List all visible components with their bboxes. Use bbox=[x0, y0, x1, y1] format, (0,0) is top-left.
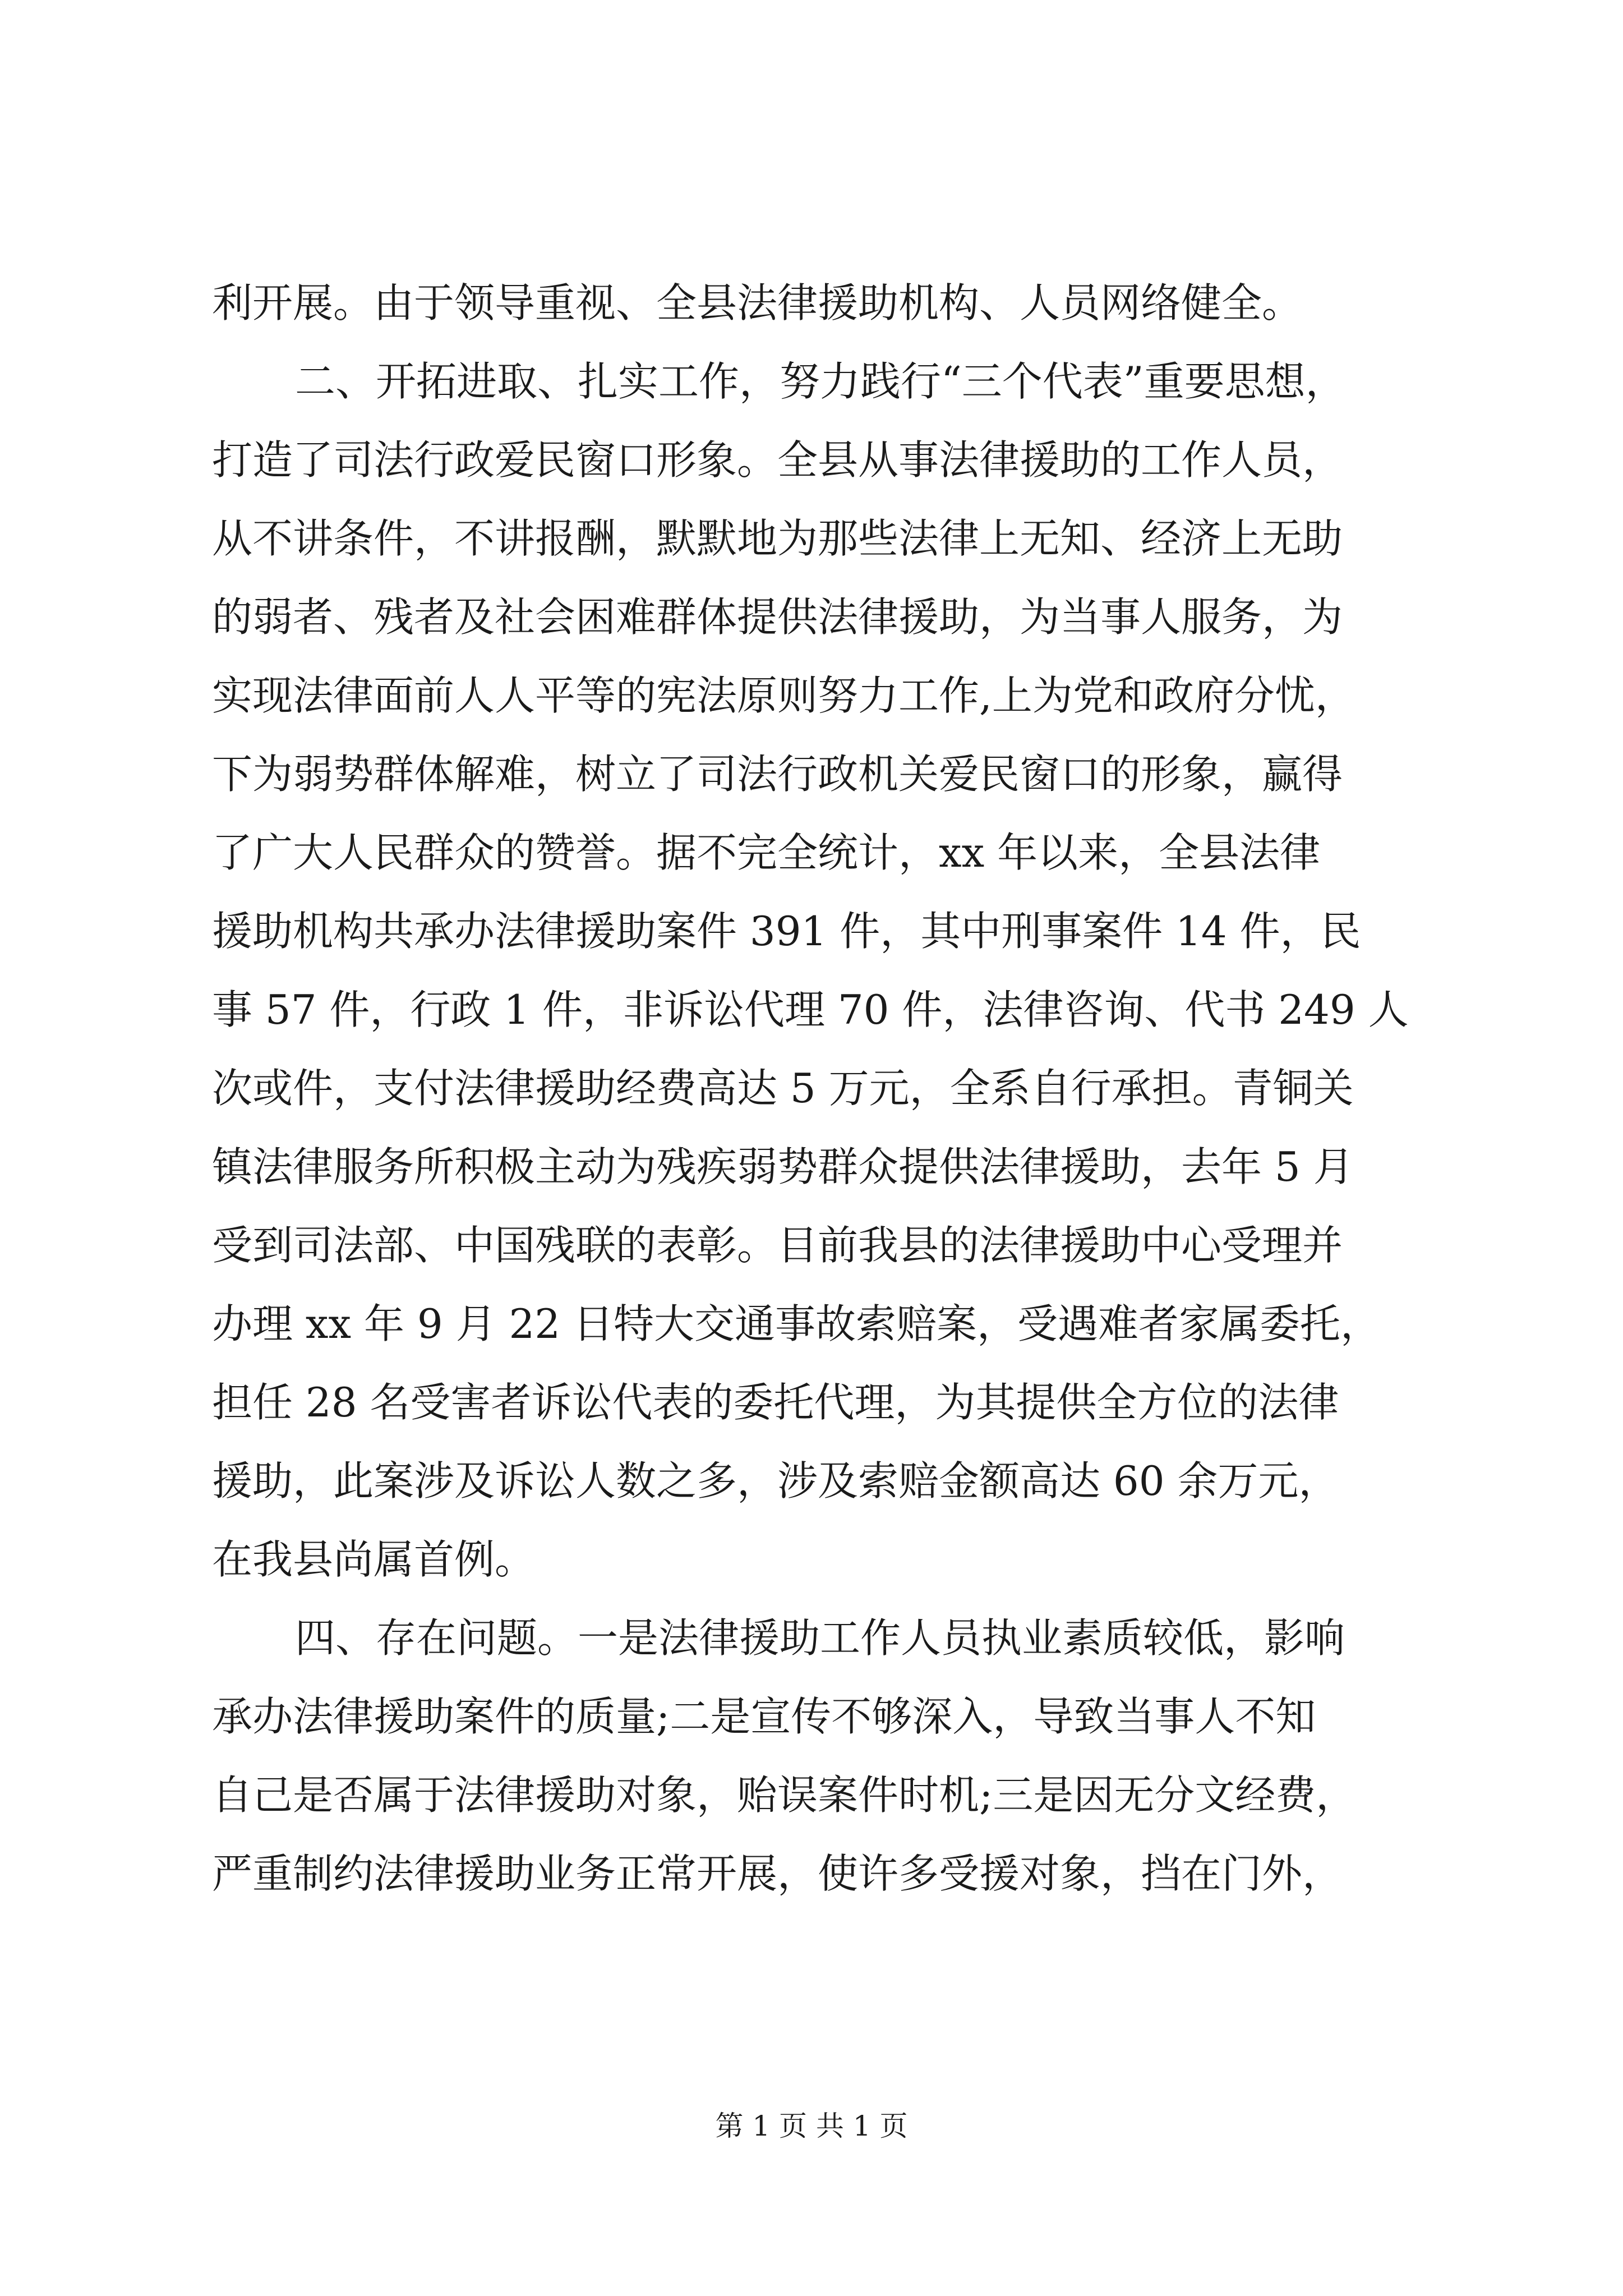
text-line: 援助机构共承办法律援助案件 391 件，其中刑事案件 14 件，民 bbox=[212, 908, 1361, 955]
text-line: 受到司法部、中国残联的表彰。目前我县的法律援助中心受理并 bbox=[212, 1222, 1343, 1269]
text-line: 办理 xx 年 9 月 22 日特大交通事故索赔案，受遇难者家属委托， bbox=[212, 1300, 1381, 1347]
text-line: 承办法律援助案件的质量;二是宣传不够深入，导致当事人不知 bbox=[212, 1693, 1316, 1740]
text-line: 了广大人民群众的赞誉。据不完全统计，xx 年以来，全县法律 bbox=[212, 829, 1321, 876]
text-line: 打造了司法行政爱民窗口形象。全县从事法律援助的工作人员， bbox=[212, 436, 1343, 484]
text-line: 自己是否属于法律援助对象，贻误案件时机;三是因无分文经费， bbox=[212, 1772, 1357, 1819]
text-line: 担任 28 名受害者诉讼代表的委托代理，为其提供全方位的法律 bbox=[212, 1379, 1339, 1426]
text-line: 的弱者、残者及社会困难群体提供法律援助，为当事人服务，为 bbox=[212, 593, 1343, 641]
text-line: 事 57 件，行政 1 件，非诉讼代理 70 件，法律咨询、代书 249 人 bbox=[212, 986, 1409, 1033]
text-line: 二、开拓进取、扎实工作，努力践行“三个代表”重要思想， bbox=[295, 358, 1346, 405]
text-line: 利开展。由于领导重视、全县法律援助机构、人员网络健全。 bbox=[212, 279, 1303, 326]
text-line: 援助，此案涉及诉讼人数之多，涉及索赔金额高达 60 余万元， bbox=[212, 1457, 1339, 1504]
text-line: 次或件，支付法律援助经费高达 5 万元，全系自行承担。青铜关 bbox=[212, 1065, 1354, 1112]
text-line: 四、存在问题。一是法律援助工作人员执业素质较低，影响 bbox=[295, 1614, 1345, 1662]
page-number-footer: 第 1 页 共 1 页 bbox=[715, 2110, 908, 2142]
text-line: 在我县尚属首例。 bbox=[212, 1536, 536, 1583]
document-body bbox=[212, 264, 1423, 1913]
text-line: 镇法律服务所积极主动为残疾弱势群众提供法律援助，去年 5 月 bbox=[212, 1143, 1354, 1190]
text-line: 下为弱势群体解难，树立了司法行政机关爱民窗口的形象，赢得 bbox=[212, 751, 1343, 798]
text-line: 实现法律面前人人平等的宪法原则努力工作,上为党和政府分忧， bbox=[212, 672, 1355, 719]
text-line: 严重制约法律援助业务正常开展，使许多受援对象，挡在门外， bbox=[212, 1850, 1343, 1897]
text-line: 从不讲条件，不讲报酬，默默地为那些法律上无知、经济上无助 bbox=[212, 515, 1343, 562]
